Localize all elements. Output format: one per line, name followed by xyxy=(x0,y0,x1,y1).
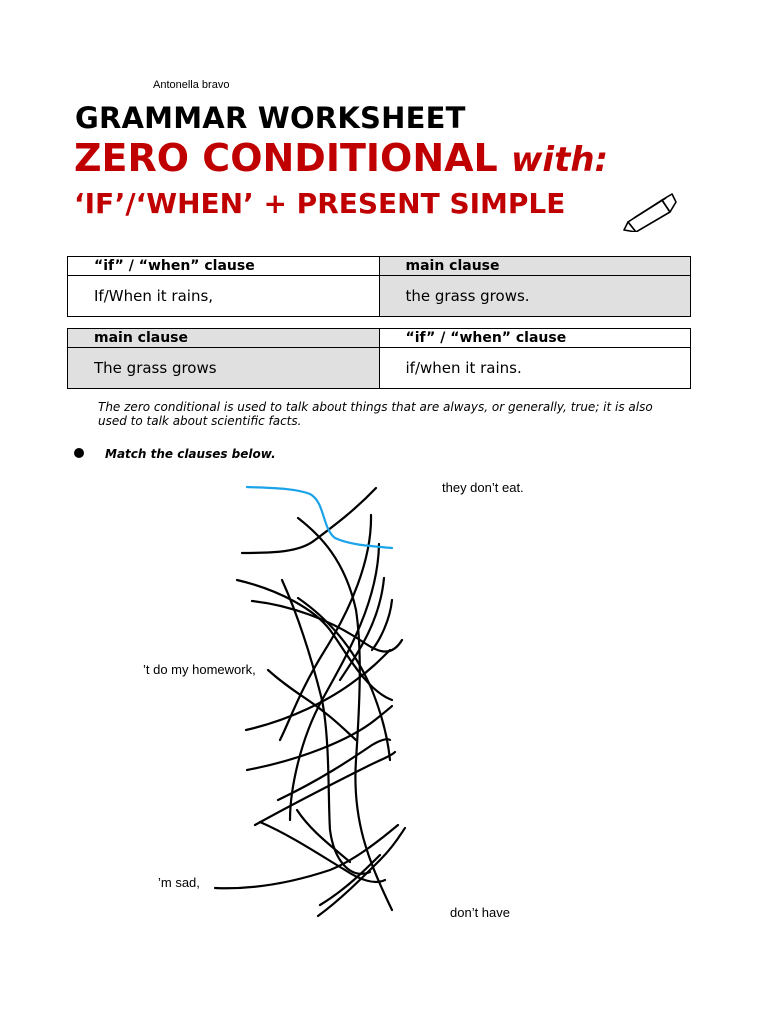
clause-im-sad: ’m sad, xyxy=(158,875,200,890)
example-if-clause: If/When it rains, xyxy=(68,276,380,317)
clause-they-dont-eat: they don’t eat. xyxy=(442,480,524,495)
subtitle-main: ZERO CONDITIONAL xyxy=(74,136,498,180)
clause-dont-have: don’t have xyxy=(450,905,510,920)
author-name: Antonella bravo xyxy=(153,79,230,91)
worksheet-topic: ‘IF’/‘WHEN’ + PRESENT SIMPLE xyxy=(74,187,566,220)
header-main-clause: main clause xyxy=(379,257,691,276)
example-main-clause: The grass grows xyxy=(68,348,380,389)
rule-note: The zero conditional is used to talk about things that are always, or generally, true; it is also used to talk about scientific facts. xyxy=(98,400,653,428)
instruction: Match the clauses below. xyxy=(105,447,276,461)
header-if-when-clause: “if” / “when” clause xyxy=(68,257,380,276)
example-if-clause: if/when it rains. xyxy=(379,348,691,389)
example-main-clause: the grass grows. xyxy=(379,276,691,317)
header-if-when-clause: “if” / “when” clause xyxy=(379,329,691,348)
subtitle-with: with: xyxy=(511,140,609,180)
clause-do-my-homework: ’t do my homework, xyxy=(143,662,256,677)
header-main-clause: main clause xyxy=(68,329,380,348)
worksheet-title: GRAMMAR WORKSHEET xyxy=(75,101,466,135)
